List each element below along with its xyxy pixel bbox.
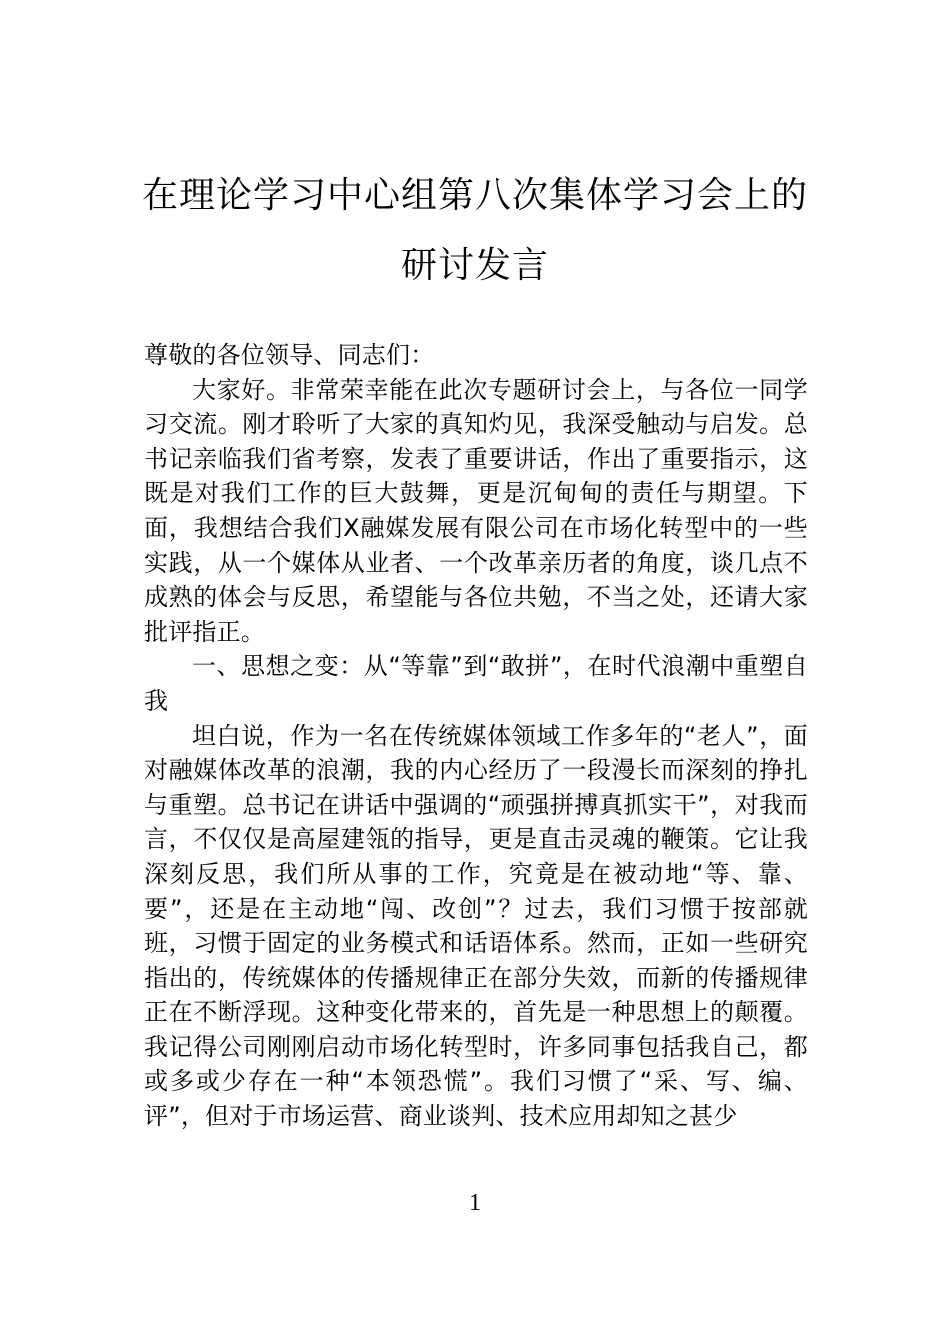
- document-title-line-2: 研讨发言: [400, 245, 549, 286]
- page-number: 1: [469, 1190, 481, 1216]
- document-body: [144, 338, 808, 1134]
- salutation: 尊敬的各位领导、同志们：: [144, 341, 435, 369]
- document-title-line-1: 在理论学习中心组第八次集体学习会上的: [141, 175, 808, 216]
- paragraph-section-1: 坦白说，作为一名在传统媒体领域工作多年的“老人”，面对融媒体改革的浪潮，我的内心经历了一段漫长而深刻的挣扎与重塑。总书记在讲话中强调的“顽强拼搏真抓实干”，对我而言，不仅仅是高屋建瓴的指导，更是直击灵魂的鞭策。它让我深刻反思，我们所从事的工作，究竟是在被动地“等、靠、要”，还是在主动地“闯、改创”？过去，我们习惯于按部就班，习惯于固定的业务模式和话语体系。然而，正如一些研究指出的，传统媒体的传播规律正在部分失效，而新的传播规律正在不断浮现。这种变化带来的，首先是一种思想上的颠覆。我记得公司刚刚启动市场化转型时，许多同事包括我自己，都或多或少存在一种“本领恐慌”。我们习惯了“采、写、编、评”，但对于市场运营、商业谈判、技术应用却知之甚少: [144, 721, 808, 1131]
- paragraph-opening: 大家好。非常荣幸能在此次专题研讨会上，与各位一同学习交流。刚才聆听了大家的真知灼见，我深受触动与启发。总书记亲临我们省考察，发表了重要讲话，作出了重要指示，这既是对我们工作的巨大鼓舞，更是沉甸甸的责任与期望。下面，我想结合我们X融媒发展有限公司在市场化转型中的一些实践，从一个媒体从业者、一个改革亲历者的角度，谈几点不成熟的体会与反思，希望能与各位共勉，不当之处，还请大家批评指正。: [144, 375, 808, 646]
- section-heading-1: 一、思想之变：从“等靠”到“敢拼”，在时代浪潮中重塑自我: [144, 652, 808, 715]
